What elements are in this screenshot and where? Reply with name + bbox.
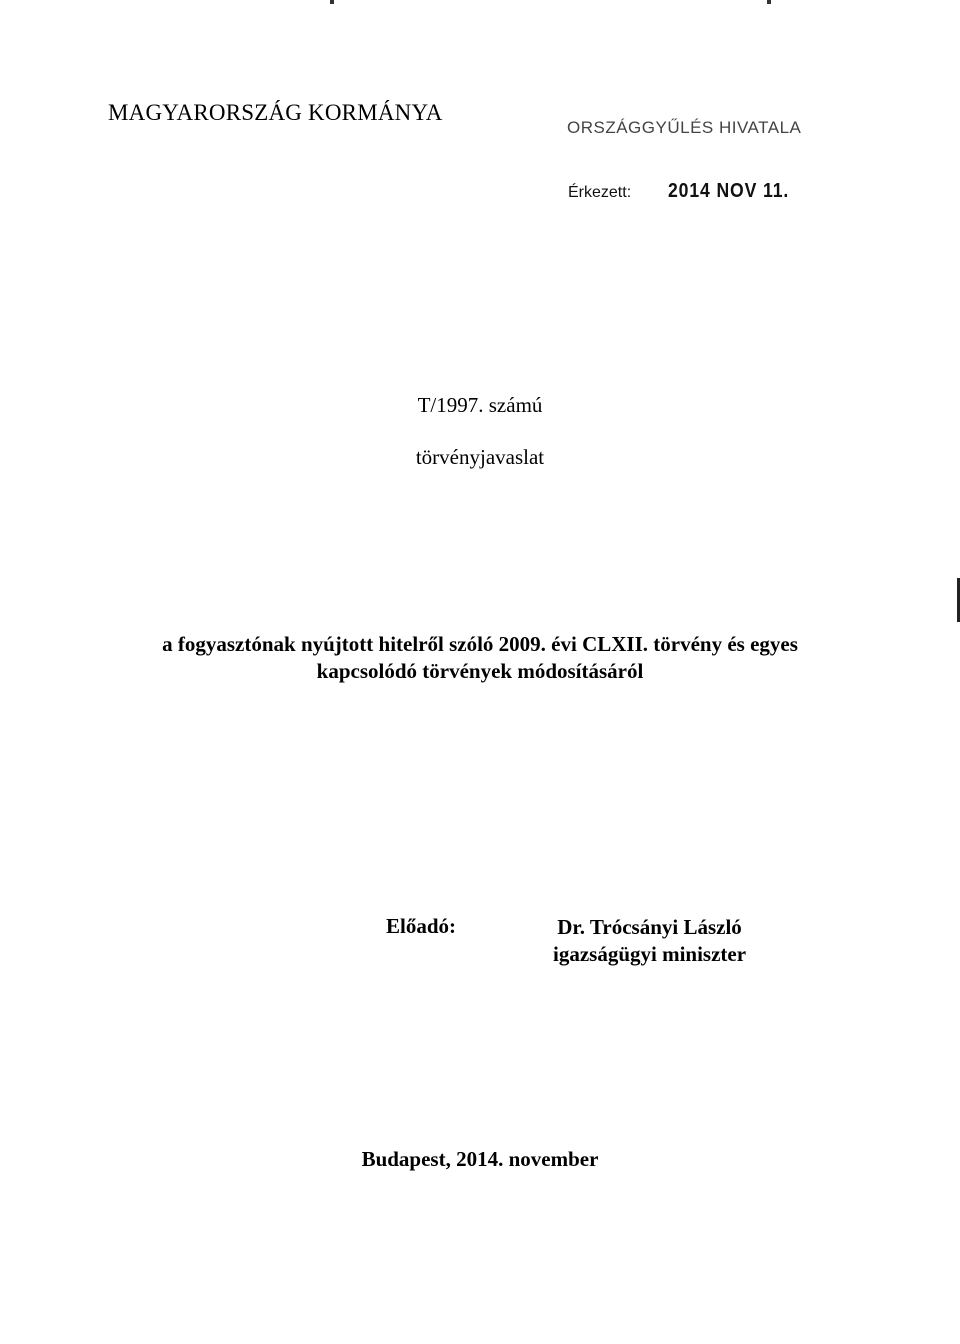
presenter-name: Dr. Trócsányi László xyxy=(557,915,742,939)
place-and-date: Budapest, 2014. november xyxy=(361,1147,599,1171)
received-date: 2014 NOV 11. xyxy=(668,180,790,202)
document-number: T/1997. számú xyxy=(417,393,543,417)
scan-artifact xyxy=(767,0,771,4)
presenter-role: igazságügyi miniszter xyxy=(553,942,747,966)
subject-line: kapcsolódó törvények módosításáról xyxy=(316,659,644,683)
presenter-block xyxy=(553,914,746,968)
issuer-heading: MAGYARORSZÁG KORMÁNYA xyxy=(108,100,443,125)
document-subject xyxy=(0,631,960,685)
subject-line: a fogyasztónak nyújtott hitelről szóló 2009. évi CLXII. törvény és egyes xyxy=(162,632,798,656)
received-label: Érkezett: xyxy=(568,184,632,201)
document-type: törvényjavaslat xyxy=(415,445,545,469)
scan-artifact xyxy=(330,0,334,4)
stamp-office-name: ORSZÁGGYŰLÉS HIVATALA xyxy=(567,118,802,137)
presenter-label: Előadó: xyxy=(386,914,457,938)
